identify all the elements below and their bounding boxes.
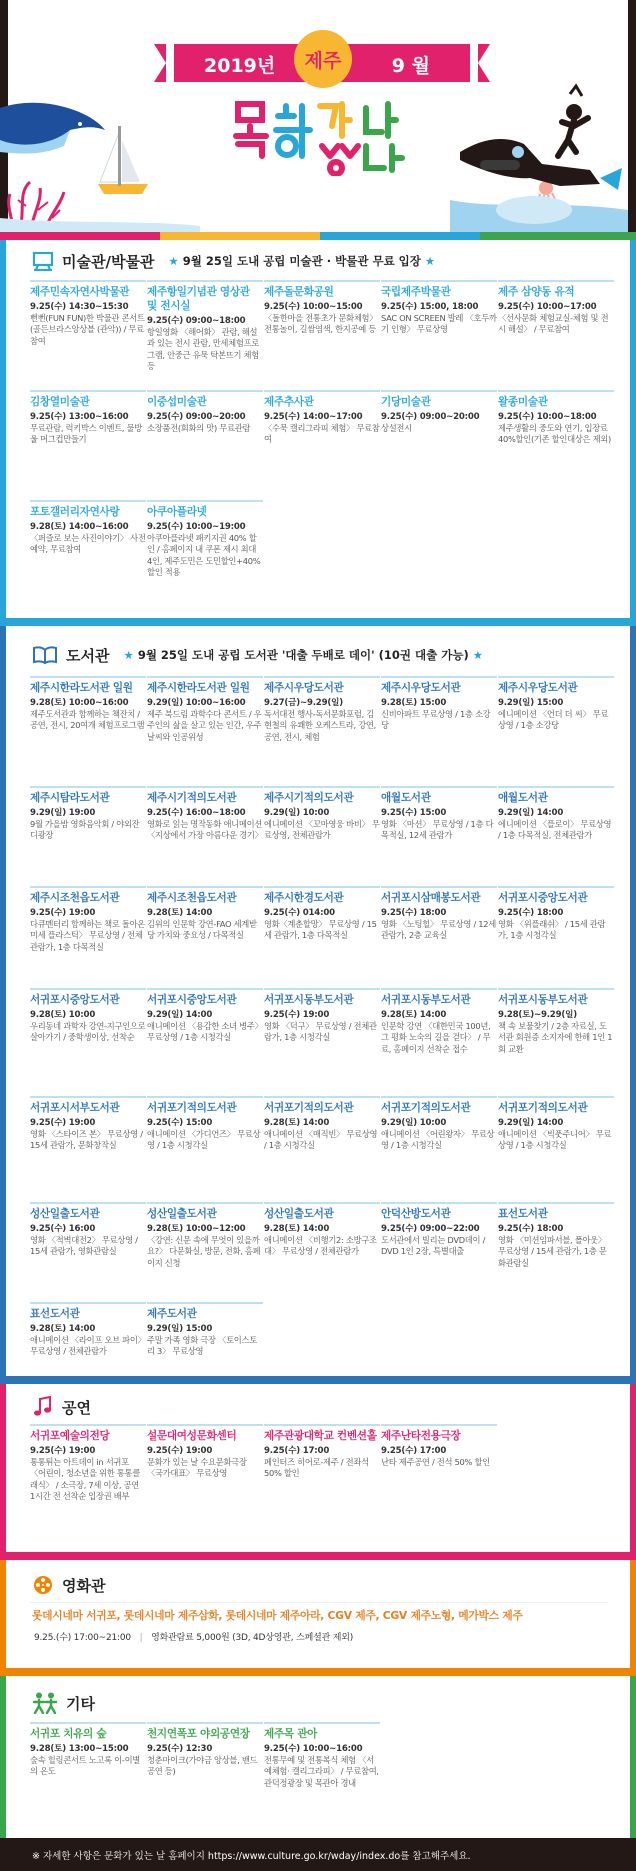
color-band-museum — [0, 618, 636, 626]
museum-item-desc: 무료관람, 럭키박스 이벤트, 물방울 머그컵만들기 — [30, 423, 142, 445]
museum-item-name: 제주 삼양동 유적 — [498, 286, 575, 298]
library-item-desc: 9월 가을밤 영화음악회 / 야외잔디광장 — [30, 819, 140, 841]
museum-item-desc: 뻔뻔(FUN FUN)한 박물관 콘서트(골든브라스앙상블 (관악)) / 무료참여 — [30, 313, 145, 346]
library-item — [498, 1202, 614, 1269]
performance-item — [264, 1424, 380, 1480]
cinema-title: 영화관 — [62, 1576, 106, 1595]
library-item — [381, 786, 497, 842]
cinema-info: 9.25.(수) 17:00~21:00 | 영화관람료 5,000원 (3D, 4D상영관, 스페셜관 제외) — [34, 1633, 354, 1643]
library-item — [381, 988, 497, 1055]
library-notice: ★ 9월 25일 도내 공립 도서관 '대출 두배로 데이' (10권 대출 가능) ★ — [123, 648, 484, 662]
etc-item-name: 서귀포 치유의 숲 — [30, 1728, 107, 1740]
library-item-date: 9.28(토) 10:00~12:00 — [147, 1224, 246, 1234]
library-item-desc: 영화 〈미션임파서블, 폴아웃〉 무료상영 / 15세 관람가, 1층 문화관람실 — [498, 1235, 607, 1268]
museum-item-date: 9.25(수) 14:30~15:30 — [30, 302, 129, 312]
year-label: 2019년 — [204, 55, 276, 77]
cinema-left-bar — [0, 1560, 6, 1668]
museum-item — [264, 390, 380, 446]
library-item — [381, 1096, 497, 1152]
library-item — [498, 988, 614, 1055]
library-item-name: 성산일출도서관 — [264, 1208, 334, 1220]
library-item-desc: 도서관에서 빌리는 DVD데이 / DVD 1인 2장, 특별대출 — [381, 1235, 486, 1257]
library-item — [30, 1302, 146, 1358]
etc-item — [264, 1722, 380, 1789]
library-item-date: 9.25(수) 15:00 — [381, 808, 447, 818]
library-item — [264, 988, 380, 1044]
library-item-desc: 영화 〈스타이즈 본〉 무료상영 / 15세 관람가, 문화창작실 — [30, 1129, 143, 1151]
color-band-performance — [0, 1552, 636, 1560]
library-item-name: 제주시기적의도서관 — [264, 792, 354, 804]
right-edge-bar — [628, 0, 636, 232]
library-item — [264, 676, 380, 743]
museum-item-desc: 〈돌한마을 전통초가 문화체험〉 전통놀이, 길쌈염색, 한지공예 등 — [264, 313, 378, 335]
dolphin-boat-illustration — [0, 100, 200, 232]
library-item-name: 안덕산방도서관 — [381, 1208, 451, 1220]
library-item-name: 제주시한경도서관 — [264, 892, 344, 904]
library-item-desc: 애니메이션 〈라이프 오브 파이〉 무료상영 / 전체관람가 — [30, 1335, 146, 1357]
museum-item — [147, 280, 263, 373]
library-item-date: 9.25(수) 18:00 — [498, 1224, 564, 1234]
library-item — [147, 1302, 263, 1358]
title-ribbon — [174, 44, 470, 82]
etc-right-bar — [630, 1676, 636, 1838]
library-item-date: 9.25(수) 19:00 — [264, 1010, 330, 1020]
etc-title: 기타 — [66, 1694, 95, 1713]
library-item-date: 9.28(토) 14:00 — [264, 1118, 330, 1128]
museum-title: 미술관/박물관 — [62, 252, 155, 271]
library-item-name: 제주시기적의도서관 — [147, 792, 237, 804]
library-item — [30, 676, 146, 732]
library-item-date: 9.28(토) 10:00 — [30, 1010, 96, 1020]
etc-left-bar — [0, 1676, 6, 1838]
museum-item — [381, 280, 497, 336]
library-item-date: 9.29(일) 15:00 — [498, 698, 564, 708]
library-item-date: 9.28(토) 14:00 — [147, 908, 213, 918]
library-item-date: 9.29(일) 19:00 — [30, 808, 96, 818]
library-item-desc: 영화 〈위플래쉬〉 / 15세 관람가, 1층 시청각실 — [498, 919, 606, 941]
museum-item-date: 9.28(토) 14:00~16:00 — [30, 522, 129, 532]
library-item-name: 제주시한라도서관 일원 — [30, 682, 133, 694]
cinema-divider — [30, 1602, 608, 1603]
etc-item-date: 9.25(수) 10:00~16:00 — [264, 1744, 363, 1754]
performance-item — [30, 1424, 146, 1503]
museum-item — [498, 390, 614, 446]
library-section — [0, 626, 636, 1426]
museum-item-name: 제주추사관 — [264, 396, 314, 408]
library-item-desc: 영화 〈덕구〉 무료상영 / 전체관람가, 1층 시청각실 — [264, 1021, 377, 1043]
people-icon — [32, 1692, 58, 1714]
library-item-desc: 독서대전 행사-독서문화포럼, 김현철의 유쾌한 오케스트라, 강연, 공연, 전시, 체험 — [264, 709, 376, 742]
library-item-desc: 제주도서관과 함께하는 책잔치 / 공연, 전시, 20여개 체험프로그램 — [30, 709, 145, 731]
etc-item-desc: 전통무예 및 전통복식 체험 〈서예체험· 캘리그라피〉 / 무료참여, 관덕정광장 및 목관아 경내 — [264, 1755, 379, 1788]
library-item — [147, 1096, 263, 1152]
museum-heading — [32, 248, 435, 274]
museum-notice: ★ 9월 25일 도내 공립 미술관 · 박물관 무료 입장 ★ — [168, 254, 436, 268]
library-item-name: 표선도서관 — [30, 1308, 80, 1320]
cinema-section — [0, 1560, 636, 1668]
museum-item-desc: 〈수묵 캘리그라피 체험〉 무료참여 — [264, 423, 380, 445]
cinema-price: 영화관람료 5,000원 (3D, 4D상영관, 스페셜관 제외) — [151, 1633, 354, 1643]
museum-section — [0, 240, 636, 618]
museum-item — [264, 280, 380, 336]
museum-item-desc: SAC ON SCREEN 발레 〈호두까기 인형〉 무료상영 — [381, 313, 497, 335]
library-item-desc: 애니메이션 〈비행기2: 소방구조대〉 무료상영 / 전체관람가 — [264, 1235, 377, 1257]
library-item-desc: 영화 〈노팅힐〉 무료상영 / 12세 관람가, 2층 교육실 — [381, 919, 496, 941]
library-item — [147, 988, 263, 1044]
library-item-date: 9.29(일) 14:00 — [498, 1118, 564, 1128]
library-item-name: 서귀포기적의도서관 — [264, 1102, 354, 1114]
library-item-date: 9.28(토)~9.29(일) — [498, 1010, 577, 1020]
library-item-desc: 애니메이션 〈어린왕자〉 무료상영 / 1층 시청각실 — [381, 1129, 495, 1151]
museum-item-date: 9.25(수) 14:00~17:00 — [264, 412, 363, 422]
library-item — [264, 786, 380, 842]
performance-left-bar — [0, 1384, 6, 1552]
performance-item-name: 제주관광대학교 컨벤션홀 — [264, 1430, 377, 1442]
etc-item-date: 9.28(토) 13:00~15:00 — [30, 1744, 129, 1754]
library-item-desc: 영화 〈적벽대전2〉 무료상영 / 15세 관람가, 영화관람실 — [30, 1235, 138, 1257]
museum-item-desc: 소장품전(회화의 맛) 무료관람 — [147, 423, 251, 433]
performance-item-name: 서귀포예술의전당 — [30, 1430, 110, 1442]
performance-heading — [32, 1394, 91, 1420]
museum-item-desc: 항일영화 〈해어화〉 관람, 해설과 있는 전시 관람, 만세체험프로그램, 안중근 유묵 탁본뜨기 체험 등 — [147, 327, 259, 372]
performance-item-desc: 난타 제주공연 / 전석 50% 할인 — [381, 1457, 490, 1467]
museum-item-date: 9.25(수) 10:00~15:00 — [264, 302, 363, 312]
library-item-date: 9.29(일) 10:00 — [264, 808, 330, 818]
museum-left-bar — [0, 240, 6, 618]
library-item-name: 표선도서관 — [498, 1208, 548, 1220]
library-item — [498, 676, 614, 732]
library-item — [30, 988, 146, 1044]
library-item — [147, 786, 263, 842]
footer-note — [0, 1838, 636, 1871]
museum-item-desc: 상설전시 — [381, 423, 412, 433]
library-item-desc: 에니메이션 〈언더 더 씨〉 무료상영 / 1층 소강당 — [498, 709, 609, 731]
etc-item-date: 9.25(수) 12:30 — [147, 1744, 213, 1754]
library-item-date: 9.25(수) 18:00 — [381, 908, 447, 918]
library-item-name: 서귀포기적의도서관 — [498, 1102, 588, 1114]
library-item-name: 서귀포시동부도서관 — [264, 994, 354, 1006]
museum-item-date: 9.25(수) 09:00~20:00 — [147, 412, 246, 422]
library-item-desc: 에니메이션 〈꼬마영웅 바비〉 무료상영, 전체관람가 — [264, 819, 380, 841]
library-item — [264, 1202, 380, 1258]
library-item-date: 9.25(수) 16:00~18:00 — [147, 808, 246, 818]
museum-right-bar — [630, 240, 636, 618]
museum-item-date: 9.25(수) 09:00~20:00 — [381, 412, 480, 422]
library-item-name: 서귀포시중앙도서관 — [147, 994, 237, 1006]
library-heading — [32, 642, 483, 668]
library-item — [381, 1202, 497, 1258]
region-badge: 제주 — [294, 30, 352, 88]
library-item-name: 제주시조천읍도서관 — [147, 892, 237, 904]
museum-icon — [32, 251, 54, 271]
performance-right-bar — [630, 1384, 636, 1552]
library-item-name: 서귀포기적의도서관 — [147, 1102, 237, 1114]
library-item — [498, 1096, 614, 1152]
library-item — [381, 676, 497, 732]
museum-item-name: 포토갤러리자연사랑 — [30, 506, 120, 518]
etc-item-desc: 청춘마이크(가야금 앙상블, 밴드 공연 등) — [147, 1755, 258, 1777]
library-item — [498, 886, 614, 942]
performance-item — [381, 1424, 497, 1468]
library-item-name: 서귀포기적의도서관 — [381, 1102, 471, 1114]
color-band-cinema — [0, 1668, 636, 1676]
film-reel-icon — [32, 1574, 54, 1596]
performance-item-date: 9.25(수) 17:00 — [381, 1446, 447, 1456]
library-item-date: 9.25(수) 19:00 — [30, 908, 96, 918]
diver-illustration — [450, 60, 628, 232]
library-item-date: 9.28(토) 10:00~16:00 — [30, 698, 129, 708]
library-grid — [30, 676, 613, 1416]
culture-day-logo — [232, 96, 422, 176]
etc-section — [0, 1676, 636, 1838]
museum-item — [147, 500, 263, 579]
museum-item-name: 왈종미술관 — [498, 396, 548, 408]
library-item-name: 제주도서관 — [147, 1308, 197, 1320]
music-note-icon — [32, 1396, 54, 1418]
museum-item — [30, 280, 146, 347]
performance-item-name: 제주난타전용극장 — [381, 1430, 461, 1442]
library-right-bar — [630, 626, 636, 1426]
library-left-bar — [0, 626, 6, 1426]
library-item — [147, 1202, 263, 1269]
library-item-desc: 애니메이션 〈매직빈〉 무료상영 / 1층 시청각실 — [264, 1129, 378, 1151]
performance-item — [147, 1424, 263, 1480]
museum-item-name: 제주돌문화공원 — [264, 286, 334, 298]
museum-item-date: 9.25(수) 09:00~18:00 — [147, 316, 246, 326]
performance-item-desc: 페인터즈 히어로-제주 / 전좌석 50% 할인 — [264, 1457, 369, 1479]
museum-item-name: 기당미술관 — [381, 396, 431, 408]
etc-item-desc: 숲속 힐링콘서트 노고록 이-이별의 온도 — [30, 1755, 140, 1777]
cinema-heading — [32, 1572, 105, 1598]
library-item-desc: 에니메이션 〈플로이〉 무료상영 / 1층 다목적실, 전체관람가 — [498, 819, 612, 841]
library-item-name: 서귀포시삼매봉도서관 — [381, 892, 481, 904]
library-item-desc: 애니메이션 〈용감한 소녀 병주〉 무료상영 / 1층 시청각실 — [147, 1021, 263, 1043]
library-item — [30, 1202, 146, 1258]
library-item-name: 서귀포시동부도서관 — [498, 994, 588, 1006]
museum-item-desc: 〈퍼즐로 보는 사진이야기〉 사전예약, 무료참여 — [30, 533, 146, 555]
museum-item — [498, 280, 614, 336]
performance-title: 공연 — [62, 1398, 91, 1417]
cinema-right-bar — [630, 1560, 636, 1668]
library-item-name: 제주시한라도서관 일원 — [147, 682, 250, 694]
library-item-desc: 애니메이션 〈빅풋주니어〉 무료상영 / 1층 시청각실 — [498, 1129, 612, 1151]
museum-item-name: 제주항일기념관 영상관 및 전시실 — [147, 286, 250, 312]
museum-item-name: 이중섭미술관 — [147, 396, 207, 408]
museum-item — [381, 390, 497, 434]
library-item-date: 9.28(토) 14:00 — [381, 1010, 447, 1020]
museum-item-name: 아쿠아플라넷 — [147, 506, 207, 518]
library-item-desc: 영화로 읽는 명작동화 애니메이션 〈지상에서 가장 아름다운 경기〉 — [147, 819, 263, 841]
library-item — [264, 886, 380, 942]
library-item-desc: 책 속 보물찾기 / 2층 자료실, 도서관 회원증 소지자에 한해 1인 1회 교환 — [498, 1021, 613, 1054]
library-item-desc: 주말 가족 영화 극장 〈토이스토리 3〉 무료상영 — [147, 1335, 257, 1357]
library-item — [147, 886, 263, 942]
performance-item-date: 9.25(수) 19:00 — [30, 1446, 96, 1456]
library-item-desc: 김위의 인문학 강연-FAO 세계받당 가치와 중요성 / 다목적실 — [147, 919, 257, 941]
library-item-desc: 〈강연: 신문 속에 무엇이 있을까요?〉 다문화실, 방문, 전화, 홈페이지 신청 — [147, 1235, 261, 1268]
library-item-date: 9.28(토) 15:00 — [381, 698, 447, 708]
museum-item — [30, 390, 146, 446]
library-item-date: 9.29(일) 15:00 — [147, 1324, 213, 1334]
book-icon — [32, 645, 58, 665]
museum-item-date: 9.25(수) 13:00~16:00 — [30, 412, 129, 422]
performance-item-name: 설문대여성문화센터 — [147, 1430, 237, 1442]
museum-grid — [30, 280, 611, 610]
library-item-desc: 제주 북드림 과학수다 콘서트 / 우주인의 삶을 살고 있는 인간, 우주 날씨와 인공위성 — [147, 709, 262, 742]
library-item-date: 9.28(토) 14:00 — [264, 1224, 330, 1234]
color-band-library — [0, 1376, 636, 1384]
museum-item-date: 9.25(수) 10:00~17:00 — [498, 302, 597, 312]
museum-item-name: 국립제주박물관 — [381, 286, 451, 298]
library-item-date: 9.27(금)~9.29(일) — [264, 698, 343, 708]
library-item-date: 9.25(수) 15:00 — [147, 1118, 213, 1128]
library-item-name: 제주시우당도서관 — [381, 682, 461, 694]
etc-grid — [30, 1722, 608, 1832]
library-item-name: 애월도서관 — [498, 792, 548, 804]
library-item-name: 서귀포시중앙도서관 — [498, 892, 588, 904]
library-item-date: 9.28(토) 14:00 — [30, 1324, 96, 1334]
library-item — [264, 1096, 380, 1152]
library-item-desc: 인문학 강연 〈대한민국 100년, 그 평화 노숙의 길을 걷다〉 / 무료, 홈페이지 선착순 접수 — [381, 1021, 491, 1054]
library-item-name: 제주시조천읍도서관 — [30, 892, 120, 904]
museum-item-date: 9.25(수) 10:00~19:00 — [147, 522, 246, 532]
etc-heading — [32, 1690, 95, 1716]
library-item-desc: 우리동네 과학자 강연-지구인으로 살아가기 / 중학생이상, 선착순 — [30, 1021, 146, 1043]
performance-item-desc: 문화가 있는 날 수요문화극장 〈국가대표〉 무료상영 — [147, 1457, 247, 1479]
etc-item — [147, 1722, 263, 1778]
library-item-date: 9.29(일) 10:00 — [381, 1118, 447, 1128]
museum-item — [147, 390, 263, 434]
library-item-name: 애월도서관 — [381, 792, 431, 804]
library-item — [30, 886, 146, 953]
library-item-date: 9.29(일) 14:00 — [498, 808, 564, 818]
library-item-date: 9.29(일) 10:00~16:00 — [147, 698, 246, 708]
cinema-time: 9.25.(수) 17:00~21:00 — [34, 1633, 131, 1643]
month-label: 9 월 — [391, 55, 430, 77]
color-band-top — [0, 232, 636, 240]
library-item-name: 성산일출도서관 — [30, 1208, 100, 1220]
library-item-date: 9.29(일) 14:00 — [147, 1010, 213, 1020]
museum-item-desc: 제주생활의 중도와 연기, 입장료 40%할인(기존 할인대상은 제외) — [498, 423, 611, 445]
library-item-desc: 다큐멘터리 함께하는 책로 돌아온 미세 플라스틱〉 무료상영 / 전체관람가, 1층 다목적실 — [30, 919, 146, 952]
museum-item-date: 9.25(수) 10:00~18:00 — [498, 412, 597, 422]
museum-item-name: 제주민속자연사박물관 — [30, 286, 130, 298]
library-item-date: 9.25(수) 014:00 — [264, 908, 335, 918]
library-title: 도서관 — [66, 646, 110, 665]
etc-item-name: 천지연폭포 야외공연장 — [147, 1728, 250, 1740]
performance-item-date: 9.25(수) 19:00 — [147, 1446, 213, 1456]
footer-text: ※ 자세한 사항은 문화가 있는 날 홈페이지 https://www.culture.go.kr/wday/index.do를 참고해주세요. — [32, 1850, 471, 1862]
library-item — [30, 786, 146, 842]
performance-grid — [30, 1424, 608, 1544]
museum-item-desc: 아쿠아플라넷 패키지권 40% 할인 / 홈페이지 내 쿠폰 제시 최대 4인, 제주도민은 도민할인+40%할인 적용 — [147, 533, 261, 578]
library-item-name: 성산일출도서관 — [147, 1208, 217, 1220]
cinema-names: 롯데시네마 서귀포, 롯데시네마 제주삼화, 롯데시네마 제주아라, CGV 제주, CGV 제주노형, 메가박스 제주 — [32, 1609, 523, 1622]
library-item-date: 9.25(수) 19:00 — [30, 1118, 96, 1128]
library-item-desc: 영화 〈마션〉 무료상영 / 1층 다목적실, 12세 관람가 — [381, 819, 494, 841]
library-item — [30, 1096, 146, 1152]
library-item-desc: 신비아파트 무료상영 / 1층 소강당 — [381, 709, 491, 731]
etc-item-name: 제주목 관아 — [264, 1728, 318, 1740]
performance-section — [0, 1384, 636, 1552]
library-item-name: 제주시탐라도서관 — [30, 792, 110, 804]
library-item-name: 서귀포시동부도서관 — [381, 994, 471, 1006]
library-item-date: 9.25(수) 18:00 — [498, 908, 564, 918]
etc-item — [30, 1722, 146, 1778]
performance-item-date: 9.25(수) 17:00 — [264, 1446, 330, 1456]
museum-item-desc: 〈선사문화 체험교실-체험 및 전시 해설〉 / 무료참여 — [498, 313, 609, 335]
performance-item-desc: 통통튀는 아트데이 in 서귀포 〈어린이, 청소년을 위한 통통클래식〉 / 소극장, 7세 이상, 공연 1시간 전 선착순 입장권 배부 — [30, 1457, 140, 1502]
library-item-name: 제주시우당도서관 — [264, 682, 344, 694]
library-item-name: 서귀포시중앙도서관 — [30, 994, 120, 1006]
library-item-date: 9.25(수) 09:00~22:00 — [381, 1224, 480, 1234]
museum-item-name: 김창열미술관 — [30, 396, 90, 408]
museum-item-date: 9.25(수) 15:00, 18:00 — [381, 302, 479, 312]
library-item-date: 9.25(수) 16:00 — [30, 1224, 96, 1234]
library-item — [498, 786, 614, 842]
library-item-name: 서귀포시서부도서관 — [30, 1102, 120, 1114]
library-item-desc: 애니메이션 〈가디언즈〉 무료상영 / 1층 시청각실 — [147, 1129, 261, 1151]
library-item-desc: 영화〈계춘할망〉 무료상영 / 15세 관람가, 1층 다목적실 — [264, 919, 377, 941]
header-banner — [0, 0, 636, 232]
library-item-name: 제주시우당도서관 — [498, 682, 578, 694]
library-item — [147, 676, 263, 743]
library-item — [381, 886, 497, 942]
museum-item — [30, 500, 146, 556]
